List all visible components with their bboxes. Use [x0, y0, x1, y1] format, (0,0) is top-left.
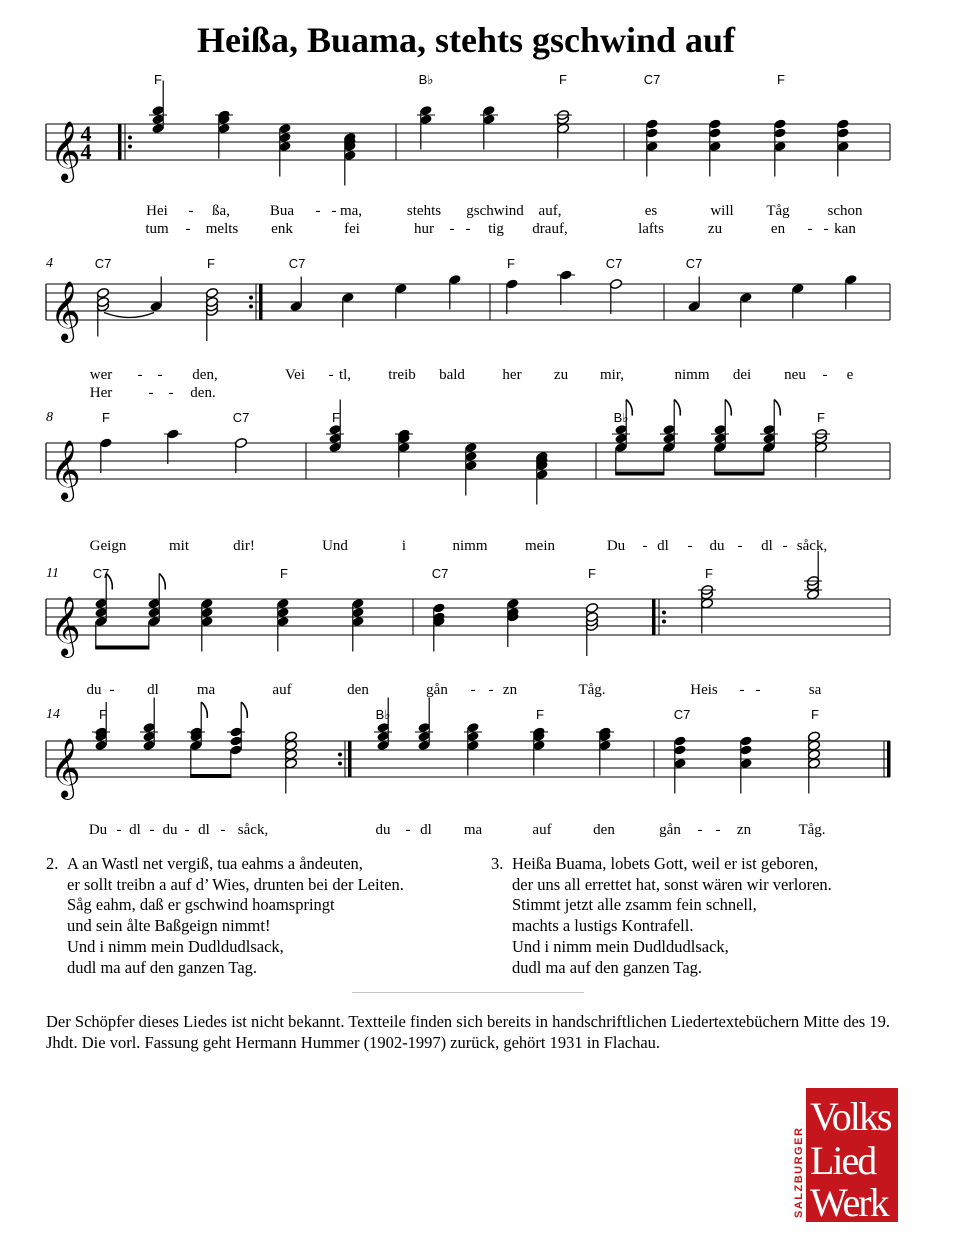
chord-symbol: C7	[94, 256, 112, 271]
eighth-flag	[241, 702, 247, 718]
verse-line: dudl ma auf den ganzen Tag.	[67, 957, 258, 977]
repeat-end-thick	[348, 741, 352, 777]
chord-symbol: F	[154, 72, 162, 87]
lyric-syllable: stehts	[406, 203, 442, 219]
lyric-syllable: gån	[426, 682, 448, 698]
verse-line: Stimmt jetzt alle zsamm fein schnell,	[512, 895, 757, 915]
lyric-syllable: neu	[784, 367, 806, 383]
measure-number: 4	[46, 256, 53, 271]
eighth-flag	[201, 702, 207, 718]
lyric-syllable: -	[822, 367, 828, 383]
svg-text:Lied: Lied	[810, 1138, 876, 1183]
lyric-syllable: en	[770, 221, 786, 237]
lyric-syllable: -	[116, 822, 122, 838]
lyric-syllable: -	[331, 203, 337, 219]
verse-line: und sein ålte Baßgeign nimmt!	[67, 916, 271, 936]
lyric-syllable: melts	[205, 221, 239, 237]
chord-symbol: C7	[288, 256, 306, 271]
lyric-syllable: hur	[414, 221, 434, 237]
verse-line: A an Wastl net vergiß, tua eahms a åndeuten,	[67, 854, 363, 873]
lyric-syllable: såck,	[796, 538, 828, 554]
lyric-syllable: -	[137, 367, 143, 383]
time-signature-bottom: 4	[80, 139, 92, 164]
lyric-syllable: zn	[502, 682, 518, 698]
repeat-dot	[338, 762, 342, 766]
lyric-syllable: -	[697, 822, 703, 838]
lyric-syllable: fei	[344, 221, 360, 237]
lyric-syllable: ma,	[339, 203, 363, 219]
lyric-syllable: -	[157, 367, 163, 383]
lyric-syllable: dl	[198, 822, 210, 838]
chord-symbol: B♭	[418, 72, 434, 87]
lyric-syllable: du	[709, 538, 725, 554]
measure-number: 14	[46, 707, 60, 722]
chord-note	[415, 698, 433, 752]
repeat-dot	[338, 753, 342, 757]
chord-symbol: F	[559, 72, 567, 87]
lyric-syllable: -	[807, 221, 813, 237]
time-signature-top: 4	[80, 121, 92, 146]
lyric-syllable: dei	[732, 367, 752, 383]
lyric-syllable: -	[315, 203, 321, 219]
chord-symbol: F	[280, 566, 288, 581]
lyric-syllable: auf,	[538, 203, 562, 219]
chord-symbol: C7	[605, 256, 623, 271]
lyric-syllable: Du	[88, 822, 108, 838]
lyric-syllable: -	[168, 385, 174, 401]
lyric-syllable: i	[401, 538, 407, 554]
lyric-syllable: Her	[89, 385, 113, 401]
lyric-syllable: -	[449, 221, 455, 237]
lyric-syllable: nimm	[674, 367, 710, 383]
chord-symbol: F	[811, 707, 819, 722]
lyric-syllable: dl	[420, 822, 432, 838]
chord-symbol: C7	[673, 707, 691, 722]
verse-line: machts a lustigs Kontrafell.	[512, 916, 694, 936]
separator-line	[352, 992, 584, 993]
lyric-syllable: Heis	[690, 682, 718, 698]
chord-note	[807, 731, 820, 794]
verse-line: Und i nimm mein Dudldudlsack,	[67, 936, 284, 956]
chord-note	[374, 698, 392, 752]
lyric-syllable: Und	[322, 538, 348, 554]
lyric-syllable: -	[109, 682, 115, 698]
lyric-syllable: den,	[192, 367, 218, 383]
lyric-syllable: gån	[659, 822, 681, 838]
lyric-syllable: -	[149, 822, 155, 838]
chord-symbol: C7	[643, 72, 661, 87]
salzburger-volksliedwerk-logo	[786, 1088, 898, 1222]
treble-clef: 𝄞	[50, 281, 81, 341]
lyric-syllable: Geign	[89, 538, 127, 554]
lyric-syllable: -	[470, 682, 476, 698]
chord-symbol: C7	[685, 256, 703, 271]
lyric-syllable: -	[739, 682, 745, 698]
lyric-syllable: du	[375, 822, 391, 838]
chord-symbol: F	[102, 410, 110, 425]
treble-clef: 𝄞	[50, 738, 81, 798]
chord-note	[739, 735, 752, 793]
source-note: Der Schöpfer dieses Liedes ist nicht bekannt. Textteile finden sich bereits in handschriftlichen Liedertextebüchern Mitte des 19. Jhdt. Die vorl. Fassung geht Hermann Hummer (1902-1997) zurück, gehört 1931 in Flachau.	[46, 1012, 890, 1052]
treble-clef: 𝄞	[50, 596, 81, 656]
chord-symbol: F	[536, 707, 544, 722]
lyric-syllable: drauf,	[532, 221, 568, 237]
chord-symbol: F	[705, 566, 713, 581]
verse-line: Såg eahm, daß er gschwind hoamspringt	[67, 895, 335, 915]
lyric-syllable: såck,	[237, 822, 269, 838]
chord-symbol: C7	[431, 566, 449, 581]
chord-symbol: F	[207, 256, 215, 271]
lyric-syllable: bald	[439, 367, 465, 383]
treble-clef: 𝄞	[50, 121, 81, 181]
verse-line: der uns all errettet hat, sonst wären wir verloren.	[512, 874, 832, 894]
chord-symbol: F	[507, 256, 515, 271]
page-title: Heißa, Buama, stehts gschwind auf	[196, 20, 736, 60]
lyric-syllable: dir!	[233, 538, 255, 554]
lyric-syllable: enk	[271, 221, 293, 237]
chord-symbol: F	[777, 72, 785, 87]
chord-note	[673, 735, 686, 793]
lyric-syllable: tl,	[338, 367, 352, 383]
verse-line: Heißa Buama, lobets Gott, weil er ist geboren,	[512, 854, 819, 873]
lyric-syllable: dl	[129, 822, 141, 838]
lyric-syllable: den	[347, 682, 369, 698]
lyric-syllable: -	[755, 682, 761, 698]
lyric-syllable: -	[148, 385, 154, 401]
verse-number: 3.	[491, 854, 504, 873]
lyric-syllable: -	[185, 221, 191, 237]
lyric-syllable: Tåg.	[578, 682, 606, 698]
lyric-syllable: zn	[736, 822, 752, 838]
svg-text:SALZBURGER: SALZBURGER	[793, 1126, 805, 1218]
verse-line: Und i nimm mein Dudldudlsack,	[512, 936, 729, 956]
treble-clef: 𝄞	[50, 440, 81, 500]
svg-text:Volks: Volks	[810, 1094, 891, 1139]
beam	[190, 774, 231, 778]
verse-3	[491, 854, 832, 978]
lyric-syllable: auf	[272, 682, 292, 698]
chord-symbol: F	[817, 410, 825, 425]
chord-symbol: F	[99, 707, 107, 722]
lyric-syllable: -	[782, 538, 788, 554]
chord-symbol: B♭	[613, 410, 629, 425]
lyric-syllable: -	[328, 367, 334, 383]
lyric-syllable: mit	[168, 538, 190, 554]
lyric-syllable: tig	[488, 221, 504, 237]
lyric-syllable: -	[737, 538, 743, 554]
lyric-syllable: -	[687, 538, 693, 554]
chord-symbol: C7	[232, 410, 250, 425]
lyric-syllable: den.	[190, 385, 216, 401]
lyric-syllable: sa	[808, 682, 822, 698]
chord-note	[140, 698, 158, 752]
lyric-syllable: -	[184, 822, 190, 838]
chord-note	[187, 702, 205, 751]
final-barline-thick	[887, 741, 891, 777]
lyric-syllable: es	[644, 203, 658, 219]
lyric-syllable: -	[642, 538, 648, 554]
lyric-syllable: -	[465, 221, 471, 237]
lyric-syllable: kan	[834, 221, 856, 237]
verse-line: er sollt treibn a auf d’ Wies, drunten bei der Leiten.	[67, 874, 404, 894]
lyric-syllable: -	[188, 203, 194, 219]
chord-symbol: F	[332, 410, 340, 425]
lyric-syllable: dl	[761, 538, 773, 554]
lyric-syllable: Vei	[285, 367, 305, 383]
lyric-syllable: treib	[388, 367, 416, 383]
lyric-syllable: mein	[525, 538, 555, 554]
verse-number: 2.	[46, 854, 59, 873]
lyric-syllable: dl	[147, 682, 159, 698]
chord-symbol: B♭	[375, 707, 391, 722]
lyric-syllable: gschwind	[466, 203, 524, 219]
measure-number: 11	[46, 566, 59, 581]
lyric-syllable: zu	[553, 367, 569, 383]
lyric-syllable: zu	[707, 221, 723, 237]
chord-note	[227, 702, 245, 756]
chord-symbol: C7	[92, 566, 110, 581]
lyric-syllable: her	[502, 367, 522, 383]
lyric-syllable: -	[715, 822, 721, 838]
lyric-syllable: schon	[827, 203, 863, 219]
lyric-syllable: wer	[89, 367, 113, 383]
lyric-syllable: lafts	[638, 221, 664, 237]
lyric-syllable: mir,	[600, 367, 624, 383]
lyric-syllable: Tåg.	[798, 822, 826, 838]
lyric-syllable: -	[220, 822, 226, 838]
lyric-syllable: e	[846, 367, 854, 383]
lyric-syllable: Bua	[269, 203, 295, 219]
lyric-syllable: -	[405, 822, 411, 838]
lyric-syllable: nimm	[452, 538, 488, 554]
chord-note	[464, 722, 482, 776]
chord-symbol: F	[588, 566, 596, 581]
lyric-syllable: ma	[196, 682, 216, 698]
lyric-syllable: will	[710, 203, 734, 219]
lyric-syllable: ma	[463, 822, 483, 838]
lyric-syllable: auf	[532, 822, 552, 838]
lyric-syllable: tum	[145, 221, 169, 237]
lyric-syllable: ßa,	[212, 203, 230, 219]
verse-line: dudl ma auf den ganzen Tag.	[512, 957, 703, 977]
lyric-syllable: dl	[657, 538, 669, 554]
lyric-syllable: -	[488, 682, 494, 698]
lyric-syllable: -	[823, 221, 829, 237]
lyric-syllable: du	[162, 822, 178, 838]
measure-number: 8	[46, 410, 53, 425]
chord-note	[284, 731, 297, 794]
lyric-syllable: Du	[606, 538, 626, 554]
lyric-syllable: Hei	[146, 203, 168, 219]
svg-text:Werk: Werk	[810, 1180, 888, 1222]
lyric-syllable: Tåg	[766, 203, 790, 219]
verse-2	[46, 854, 404, 978]
lyric-syllable: den	[593, 822, 615, 838]
lyric-syllable: du	[86, 682, 102, 698]
